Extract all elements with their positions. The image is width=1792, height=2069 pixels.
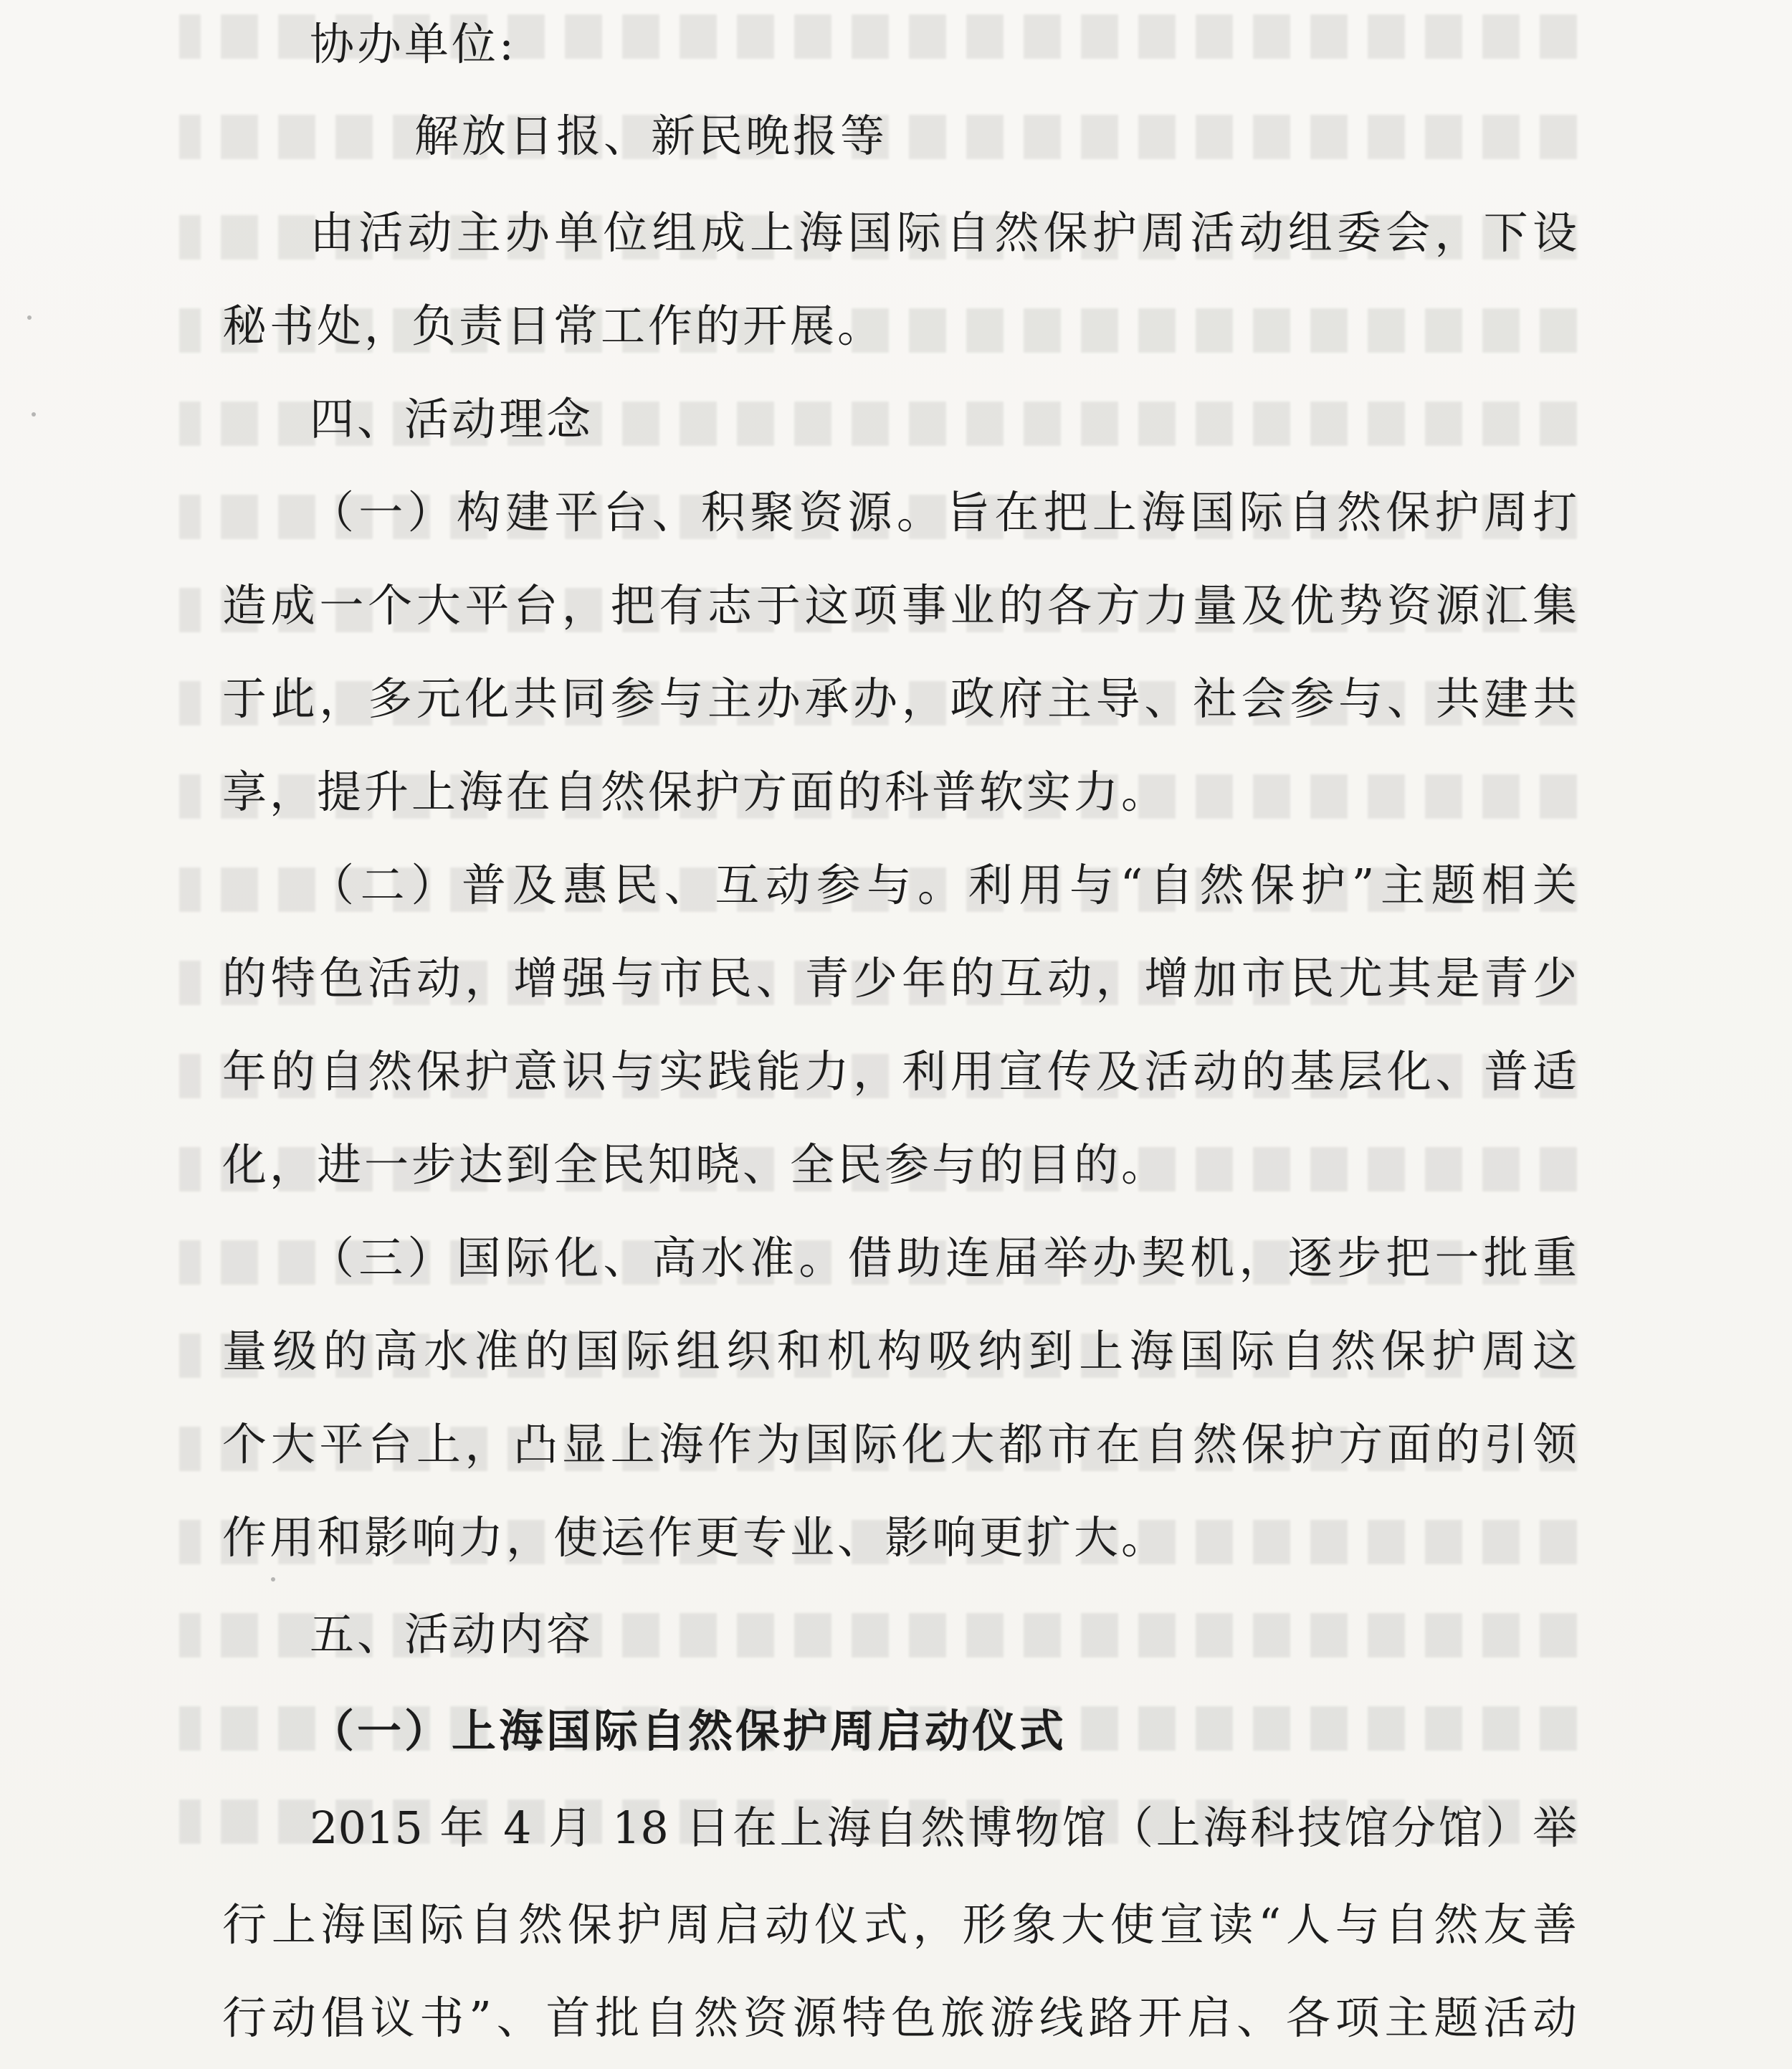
concept-3-line: 作用和影响力，使运作更专业、影响更扩大。 bbox=[222, 1511, 1169, 1564]
concept-1-line: 享，提升上海在自然保护方面的科普软实力。 bbox=[222, 766, 1169, 818]
launch-paragraph-line: 2015 年 4 月 18 日在上海自然博物馆（上海科技馆分馆）举 bbox=[310, 1802, 1577, 1854]
committee-paragraph-line: 秘书处，负责日常工作的开展。 bbox=[222, 300, 885, 352]
concept-2-line: 的特色活动，增强与市民、青少年的互动，增加市民尤其是青少 bbox=[222, 952, 1577, 1004]
section-heading-concept: 四、活动理念 bbox=[310, 393, 594, 445]
launch-paragraph-line: 行动倡议书”、首批自然资源特色旅游线路开启、各项主题活动 bbox=[222, 1992, 1577, 2044]
concept-2-line: 化，进一步达到全民知晓、全民参与的目的。 bbox=[222, 1138, 1169, 1191]
concept-3-line: 个大平台上，凸显上海作为国际化大都市在自然保护方面的引领 bbox=[222, 1418, 1577, 1470]
concept-1-line: 造成一个大平台，把有志于这项事业的各方力量及优势资源汇集 bbox=[222, 579, 1577, 632]
subsection-heading-launch: （一）上海国际自然保护周启动仪式 bbox=[310, 1705, 1067, 1757]
committee-paragraph-line: 由活动主办单位组成上海国际自然保护周活动组委会，下设 bbox=[310, 206, 1577, 259]
concept-3-line: 量级的高水准的国际组织和机构吸纳到上海国际自然保护周这 bbox=[222, 1325, 1577, 1377]
concept-2-line: 年的自然保护意识与实践能力，利用宣传及活动的基层化、普适 bbox=[222, 1045, 1577, 1098]
launch-paragraph-line: 行上海国际自然保护周启动仪式，形象大使宣读“人与自然友善 bbox=[222, 1898, 1577, 1951]
scan-speck bbox=[27, 315, 32, 320]
co-organizer-list: 解放日报、新民晚报等 bbox=[414, 110, 888, 162]
scan-speck bbox=[32, 412, 36, 417]
concept-1-line: 于此，多元化共同参与主办承办，政府主导、社会参与、共建共 bbox=[222, 672, 1577, 725]
concept-3-line: （三）国际化、高水准。借助连届举办契机，逐步把一批重 bbox=[310, 1232, 1577, 1284]
concept-1-line: （一）构建平台、积聚资源。旨在把上海国际自然保护周打 bbox=[310, 486, 1577, 538]
concept-2-line: （二）普及惠民、互动参与。利用与“自然保护”主题相关 bbox=[310, 859, 1577, 911]
section-heading-content: 五、活动内容 bbox=[310, 1608, 594, 1660]
co-organizer-label: 协办单位: bbox=[310, 18, 517, 70]
scan-speck bbox=[271, 1577, 275, 1582]
